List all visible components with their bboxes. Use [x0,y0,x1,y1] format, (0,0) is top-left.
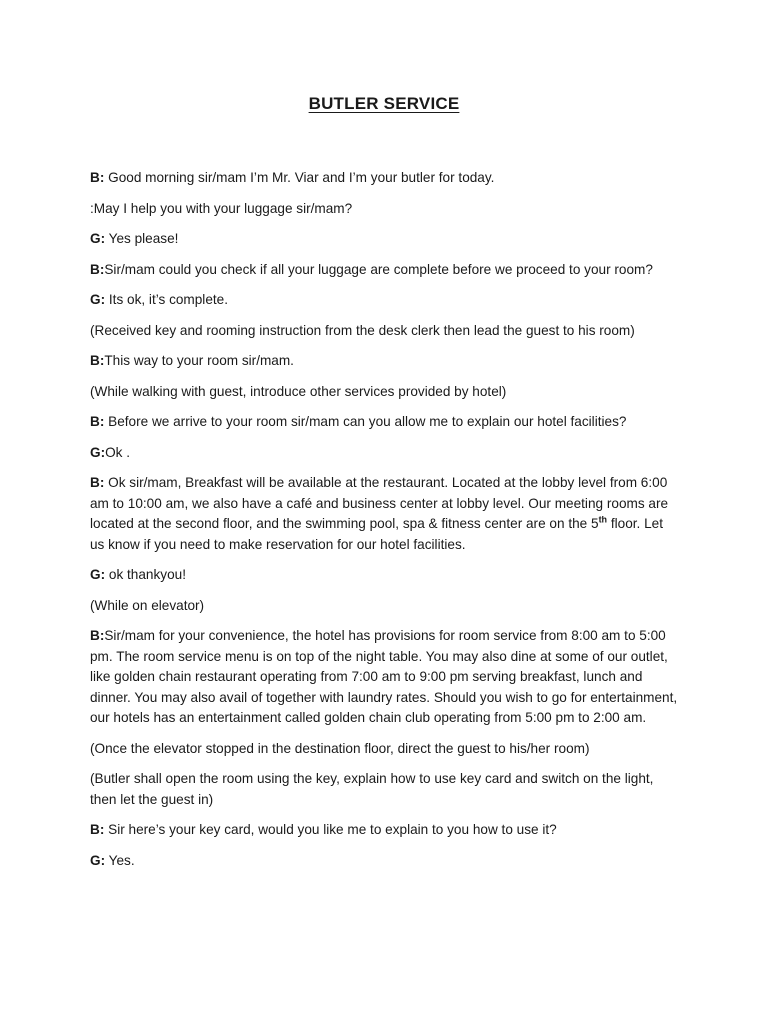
speaker-label: G: [90,444,106,460]
line-text: Ok sir/mam, Breakfast will be available at the restaurant. Located at the lobby level from 6:00 am to 10:00 am, we also have a café and business center at lobby level. Our meeting rooms are located at the second floor, and the swimming pool, spa & fitness center are on the 5 [90,475,669,531]
speaker-label: B: [90,170,105,185]
stage-direction [90,739,680,760]
dialogue-line [90,412,680,433]
line-text: Before we arrive to your room sir/mam can you allow me to explain our hotel facilities? [104,414,627,429]
dialogue-line [90,820,680,841]
dialogue-line [90,626,680,729]
dialogue-line [90,351,680,372]
line-text: Sir/mam for your convenience, the hotel has provisions for room service from 8:00 am to 5:00 pm. The room service menu is on top of the night table. You may also dine at some of our outlet, like golden chain restaurant operating from 7:00 am to 9:00 pm serving breakfast, lunch and dinner. You may also avail of together with laundry rates. Should you wish to go for entertainment, our hotels has an entertainment called golden chain club operating from 5:00 pm to 2:00 am. [90,628,678,725]
dialogue-line [90,473,680,555]
speaker-label: B: [90,353,105,368]
dialogue-line [90,290,680,311]
line-text: (Once the elevator stopped in the destination floor, direct the guest to his/her room) [90,740,590,756]
line-text: ok thankyou! [105,567,186,582]
speaker-label: B: [90,475,105,490]
line-text: This way to your room sir/mam. [104,353,294,368]
line-text: (Received key and rooming instruction from the desk clerk then lead the guest to his room) [90,322,635,338]
speaker-label: B: [90,822,105,837]
dialogue-line [90,443,680,464]
stage-direction [90,321,680,342]
line-text: (Butler shall open the room using the key, explain how to use key card and switch on the light, then let the guest in) [90,771,654,807]
speaker-label: G: [90,292,106,307]
speaker-label: G: [90,231,106,246]
stage-direction [90,769,680,810]
dialogue-line [90,260,680,281]
speaker-label: B: [90,414,105,429]
stage-direction [90,382,680,403]
dialogue-line [90,229,680,250]
stage-direction [90,596,680,617]
line-text-continued: floor. Let us know if you need to make reservation for our hotel facilities. [90,516,663,552]
document-title: BUTLER SERVICE [308,94,460,113]
superscript-suffix: th [598,514,608,525]
line-text: Sir here’s your key card, would you like me to explain to you how to use it? [104,822,557,837]
speaker-label: B: [90,628,105,643]
dialogue-body [90,168,680,881]
speaker-label: G: [90,852,106,868]
line-text: Yes please! [105,231,179,246]
dialogue-line [90,851,680,872]
line-text: :May I help you with your luggage sir/mam? [90,200,353,216]
dialogue-line [90,199,680,220]
speaker-label: G: [90,567,106,582]
speaker-label: B: [90,261,105,277]
dialogue-line [90,168,680,189]
line-text: Good morning sir/mam I’m Mr. Viar and I’m your butler for today. [104,170,495,185]
dialogue-line [90,565,680,586]
line-text: Yes. [105,852,135,868]
line-text: Sir/mam could you check if all your luggage are complete before we proceed to your room? [104,261,653,277]
line-text: (While walking with guest, introduce other services provided by hotel) [90,383,507,399]
line-text: (While on elevator) [90,597,205,613]
line-text: Ok . [105,444,131,460]
line-text: Its ok, it’s complete. [105,292,229,307]
